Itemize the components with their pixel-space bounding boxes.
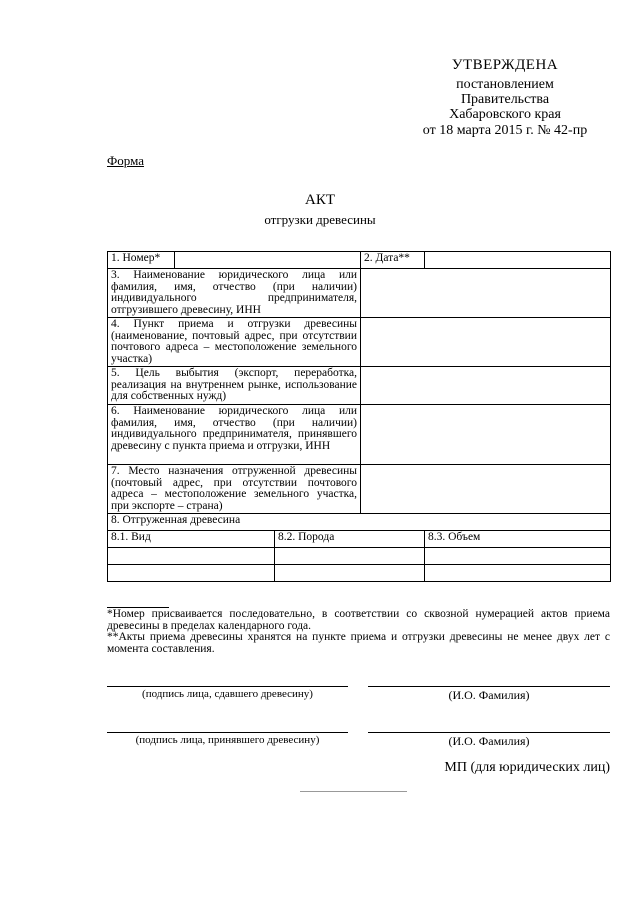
wood-vid-cell[interactable] <box>108 548 275 565</box>
table-row <box>108 465 611 514</box>
purpose-value-cell[interactable] <box>361 367 611 405</box>
receiver-fio-label: (И.О. Фамилия) <box>448 734 530 748</box>
table-row-wood-header <box>108 531 611 548</box>
act-subtitle: отгрузки древесины <box>264 212 376 227</box>
date-value-cell[interactable] <box>425 252 611 269</box>
sender-fio-line[interactable] <box>368 686 610 687</box>
receiver-fio-line[interactable] <box>368 732 610 733</box>
wood-vid-cell[interactable] <box>108 565 275 582</box>
receiver-signature-line[interactable] <box>107 732 348 733</box>
table-row <box>108 318 611 367</box>
row-label-seller: 3. Наименование юридического лица или фамилия, имя, отчество (при наличии) индивидуального предпринимателя, отгрузившего древесину, ИНН <box>108 269 361 318</box>
row-label-purpose: 5. Цель выбытия (экспорт, переработка, реализация на внутреннем рынке, использование для собственных нужд) <box>108 367 361 405</box>
wood-poroda-cell[interactable] <box>275 548 425 565</box>
footnote-2: **Акты приема древесины хранятся на пункте приема и отгрузки древесины не менее двух лет с момента составления. <box>107 631 610 655</box>
wood-obem-cell[interactable] <box>425 548 611 565</box>
table-row <box>108 367 611 405</box>
footnote-1: *Номер присваивается последовательно, в соответствии со сквозной нумерацией актов приема древесины в пределах календарного года. <box>107 608 610 632</box>
table-row-number-date <box>108 252 611 269</box>
approval-block <box>400 58 610 138</box>
row-label-destination: 7. Место назначения отгруженной древесины (почтовый адрес, при отсутствии почтового адреса – местоположение земельного участка, при экспорте – страна) <box>108 465 361 514</box>
approval-line-1: постановлением <box>456 77 554 92</box>
approval-line-3: Хабаровского края <box>449 107 561 122</box>
table-row <box>108 269 611 318</box>
approval-title: УТВЕРЖДЕНА <box>451 57 559 73</box>
col-header-obem: 8.3. Объем <box>425 531 611 548</box>
sender-signature-label: (подпись лица, сдавшего древесину) <box>142 688 313 700</box>
number-label: 1. Номер* <box>108 252 175 269</box>
date-label: 2. Дата** <box>361 252 425 269</box>
approval-date: от 18 марта 2015 г. № 42-пр <box>422 123 588 138</box>
stamp-label: МП (для юридических лиц) <box>444 760 610 775</box>
section8-label: 8. Отгруженная древесина <box>108 514 611 531</box>
row-label-buyer: 6. Наименование юридического лица или фамилия, имя, отчество (при наличии) индивидуального предпринимателя, принявшего древесину с пункта приема и отгрузки, ИНН <box>108 405 361 465</box>
seller-value-cell[interactable] <box>361 269 611 318</box>
row-label-point: 4. Пункт приема и отгрузки древесины (наименование, почтовый адрес, при отсутствии почтового адреса – местоположение земельного участка) <box>108 318 361 367</box>
act-title: АКТ <box>305 192 335 208</box>
table-row <box>108 565 611 582</box>
bottom-separator <box>300 791 407 792</box>
wood-poroda-cell[interactable] <box>275 565 425 582</box>
table-row <box>108 548 611 565</box>
receiver-signature-label: (подпись лица, принявшего древесину) <box>135 734 320 746</box>
table-row <box>108 405 611 465</box>
act-table <box>107 251 611 582</box>
point-value-cell[interactable] <box>361 318 611 367</box>
col-header-vid: 8.1. Вид <box>108 531 275 548</box>
form-label: Форма <box>107 153 144 168</box>
number-value-cell[interactable] <box>175 252 361 269</box>
buyer-value-cell[interactable] <box>361 405 611 465</box>
sender-fio-label: (И.О. Фамилия) <box>448 688 530 702</box>
col-header-poroda: 8.2. Порода <box>275 531 425 548</box>
sender-signature-line[interactable] <box>107 686 348 687</box>
table-row-section8 <box>108 514 611 531</box>
approval-line-2: Правительства <box>460 92 550 107</box>
destination-value-cell[interactable] <box>361 465 611 514</box>
wood-obem-cell[interactable] <box>425 565 611 582</box>
